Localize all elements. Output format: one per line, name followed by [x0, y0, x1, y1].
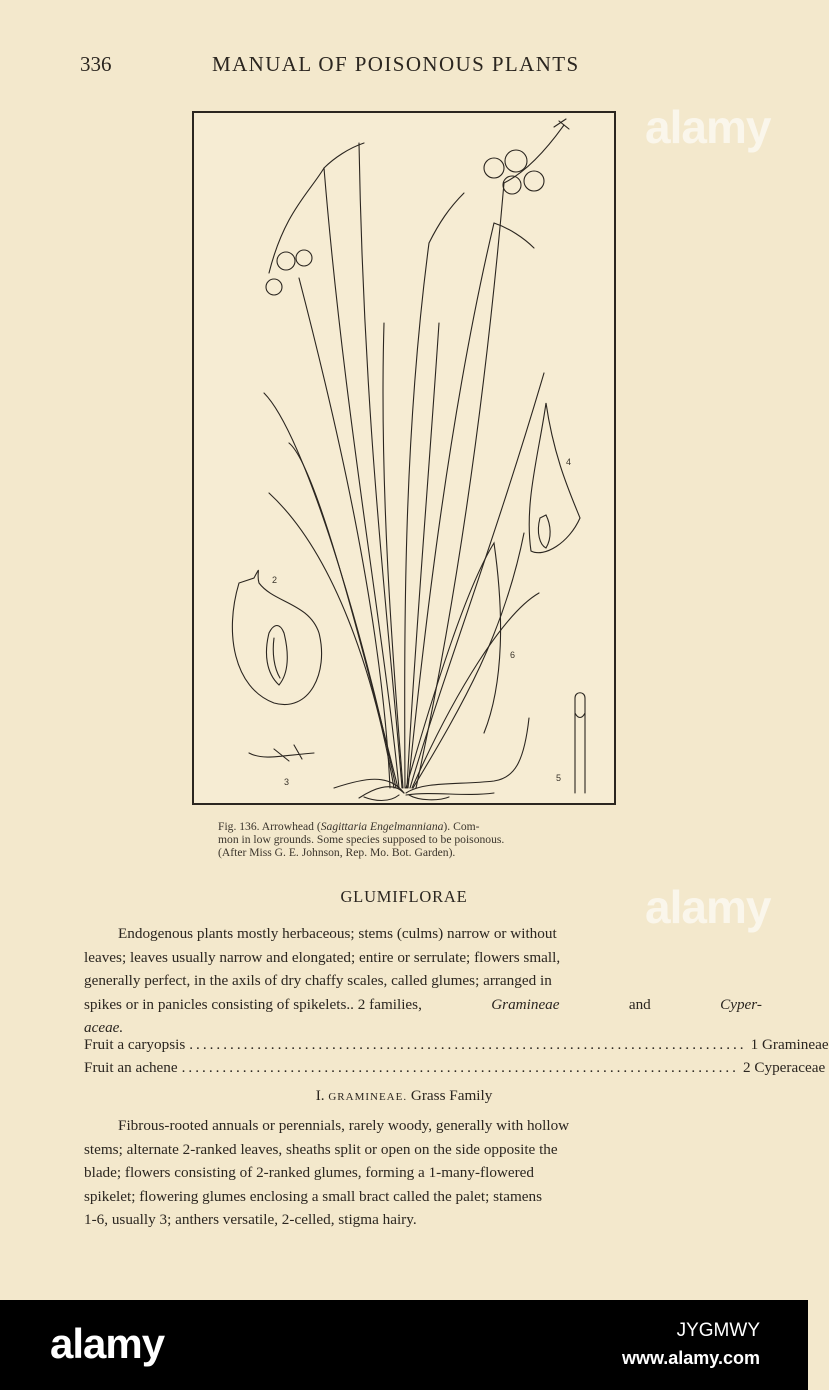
key-value: 1 Gramineae: [750, 1036, 829, 1053]
key-leader: ..................................................................................: [189, 1036, 747, 1053]
detail-label-3: 3: [284, 777, 290, 787]
caption-line-1: Fig. 136. Arrowhead (Sagittaria Engelmanniana). Com-: [218, 820, 480, 833]
species-name: Sagittaria Engelmanniana: [320, 820, 444, 833]
paragraph-line: spikelet; flowering glumes enclosing a small bract called the palet; stamens: [84, 1187, 543, 1205]
key-label: Fruit an achene: [84, 1059, 178, 1076]
paragraph-line: stems; alternate 2-ranked leaves, sheaths split or open on the side opposite the: [84, 1140, 558, 1158]
detail-label-6: 6: [510, 650, 516, 660]
paragraph-line: blade; flowers consisting of 2-ranked glumes, forming a 1-many-flowered: [84, 1164, 535, 1182]
key-row: [84, 1036, 829, 1054]
watermark: alamy: [645, 101, 771, 153]
caption-line-2: mon in low grounds. Some species supposed to be poisonous.: [218, 833, 505, 846]
paragraph-line: aceae.: [84, 1019, 124, 1037]
key-leader: ..................................................................................: [181, 1059, 739, 1076]
watermark: alamy: [645, 881, 771, 933]
section-heading: GLUMIFLORAE: [340, 887, 468, 906]
family-number: I.: [315, 1087, 325, 1104]
paragraph-line: Endogenous plants mostly herbaceous; stems (culms) narrow or without: [118, 925, 557, 942]
footer-image-id: JYGMWY: [676, 1320, 760, 1341]
paragraph-line: leaves; leaves usually narrow and elongated; entire or serrulate; flowers small,: [84, 948, 561, 966]
family-title: Grass Family: [410, 1087, 493, 1104]
paragraph-line: generally perfect, in the axils of dry chaffy scales, called glumes; arranged in: [84, 972, 552, 990]
footer-brand: alamy: [50, 1320, 165, 1367]
section-paragraph: [84, 922, 762, 1040]
arrowhead-plant-drawing: [194, 113, 614, 803]
key-label: Fruit a caryopsis: [84, 1036, 186, 1053]
paragraph-line: spikes or in panicles consisting of spikelets.. 2 families, Gramineae and Cyper-: [84, 995, 762, 1013]
key-value: 2 Cyperaceae: [742, 1059, 826, 1076]
caption-line-3: (After Miss G. E. Johnson, Rep. Mo. Bot. Garden).: [218, 846, 456, 859]
stock-footer-bar: [0, 1300, 808, 1390]
key-row: [84, 1059, 826, 1077]
running-title: MANUAL OF POISONOUS PLANTS: [212, 52, 580, 76]
family-paragraph: [84, 1114, 762, 1232]
detail-label-2: 2: [272, 575, 278, 585]
detail-label-5: 5: [556, 773, 562, 783]
family-name: GRAMINEAE.: [328, 1091, 408, 1103]
page-header: [80, 52, 764, 84]
detail-label-4: 4: [566, 457, 572, 467]
footer-url: www.alamy.com: [621, 1348, 760, 1368]
paragraph-line: Fibrous-rooted annuals or perennials, rarely woody, generally with hollow: [118, 1117, 570, 1134]
figure-caption: [218, 820, 634, 859]
figure-illustration: [192, 111, 616, 805]
paragraph-line: 1-6, usually 3; anthers versatile, 2-celled, stigma hairy.: [84, 1211, 417, 1229]
family-heading: [0, 1087, 808, 1105]
page-number: 336: [80, 52, 112, 76]
